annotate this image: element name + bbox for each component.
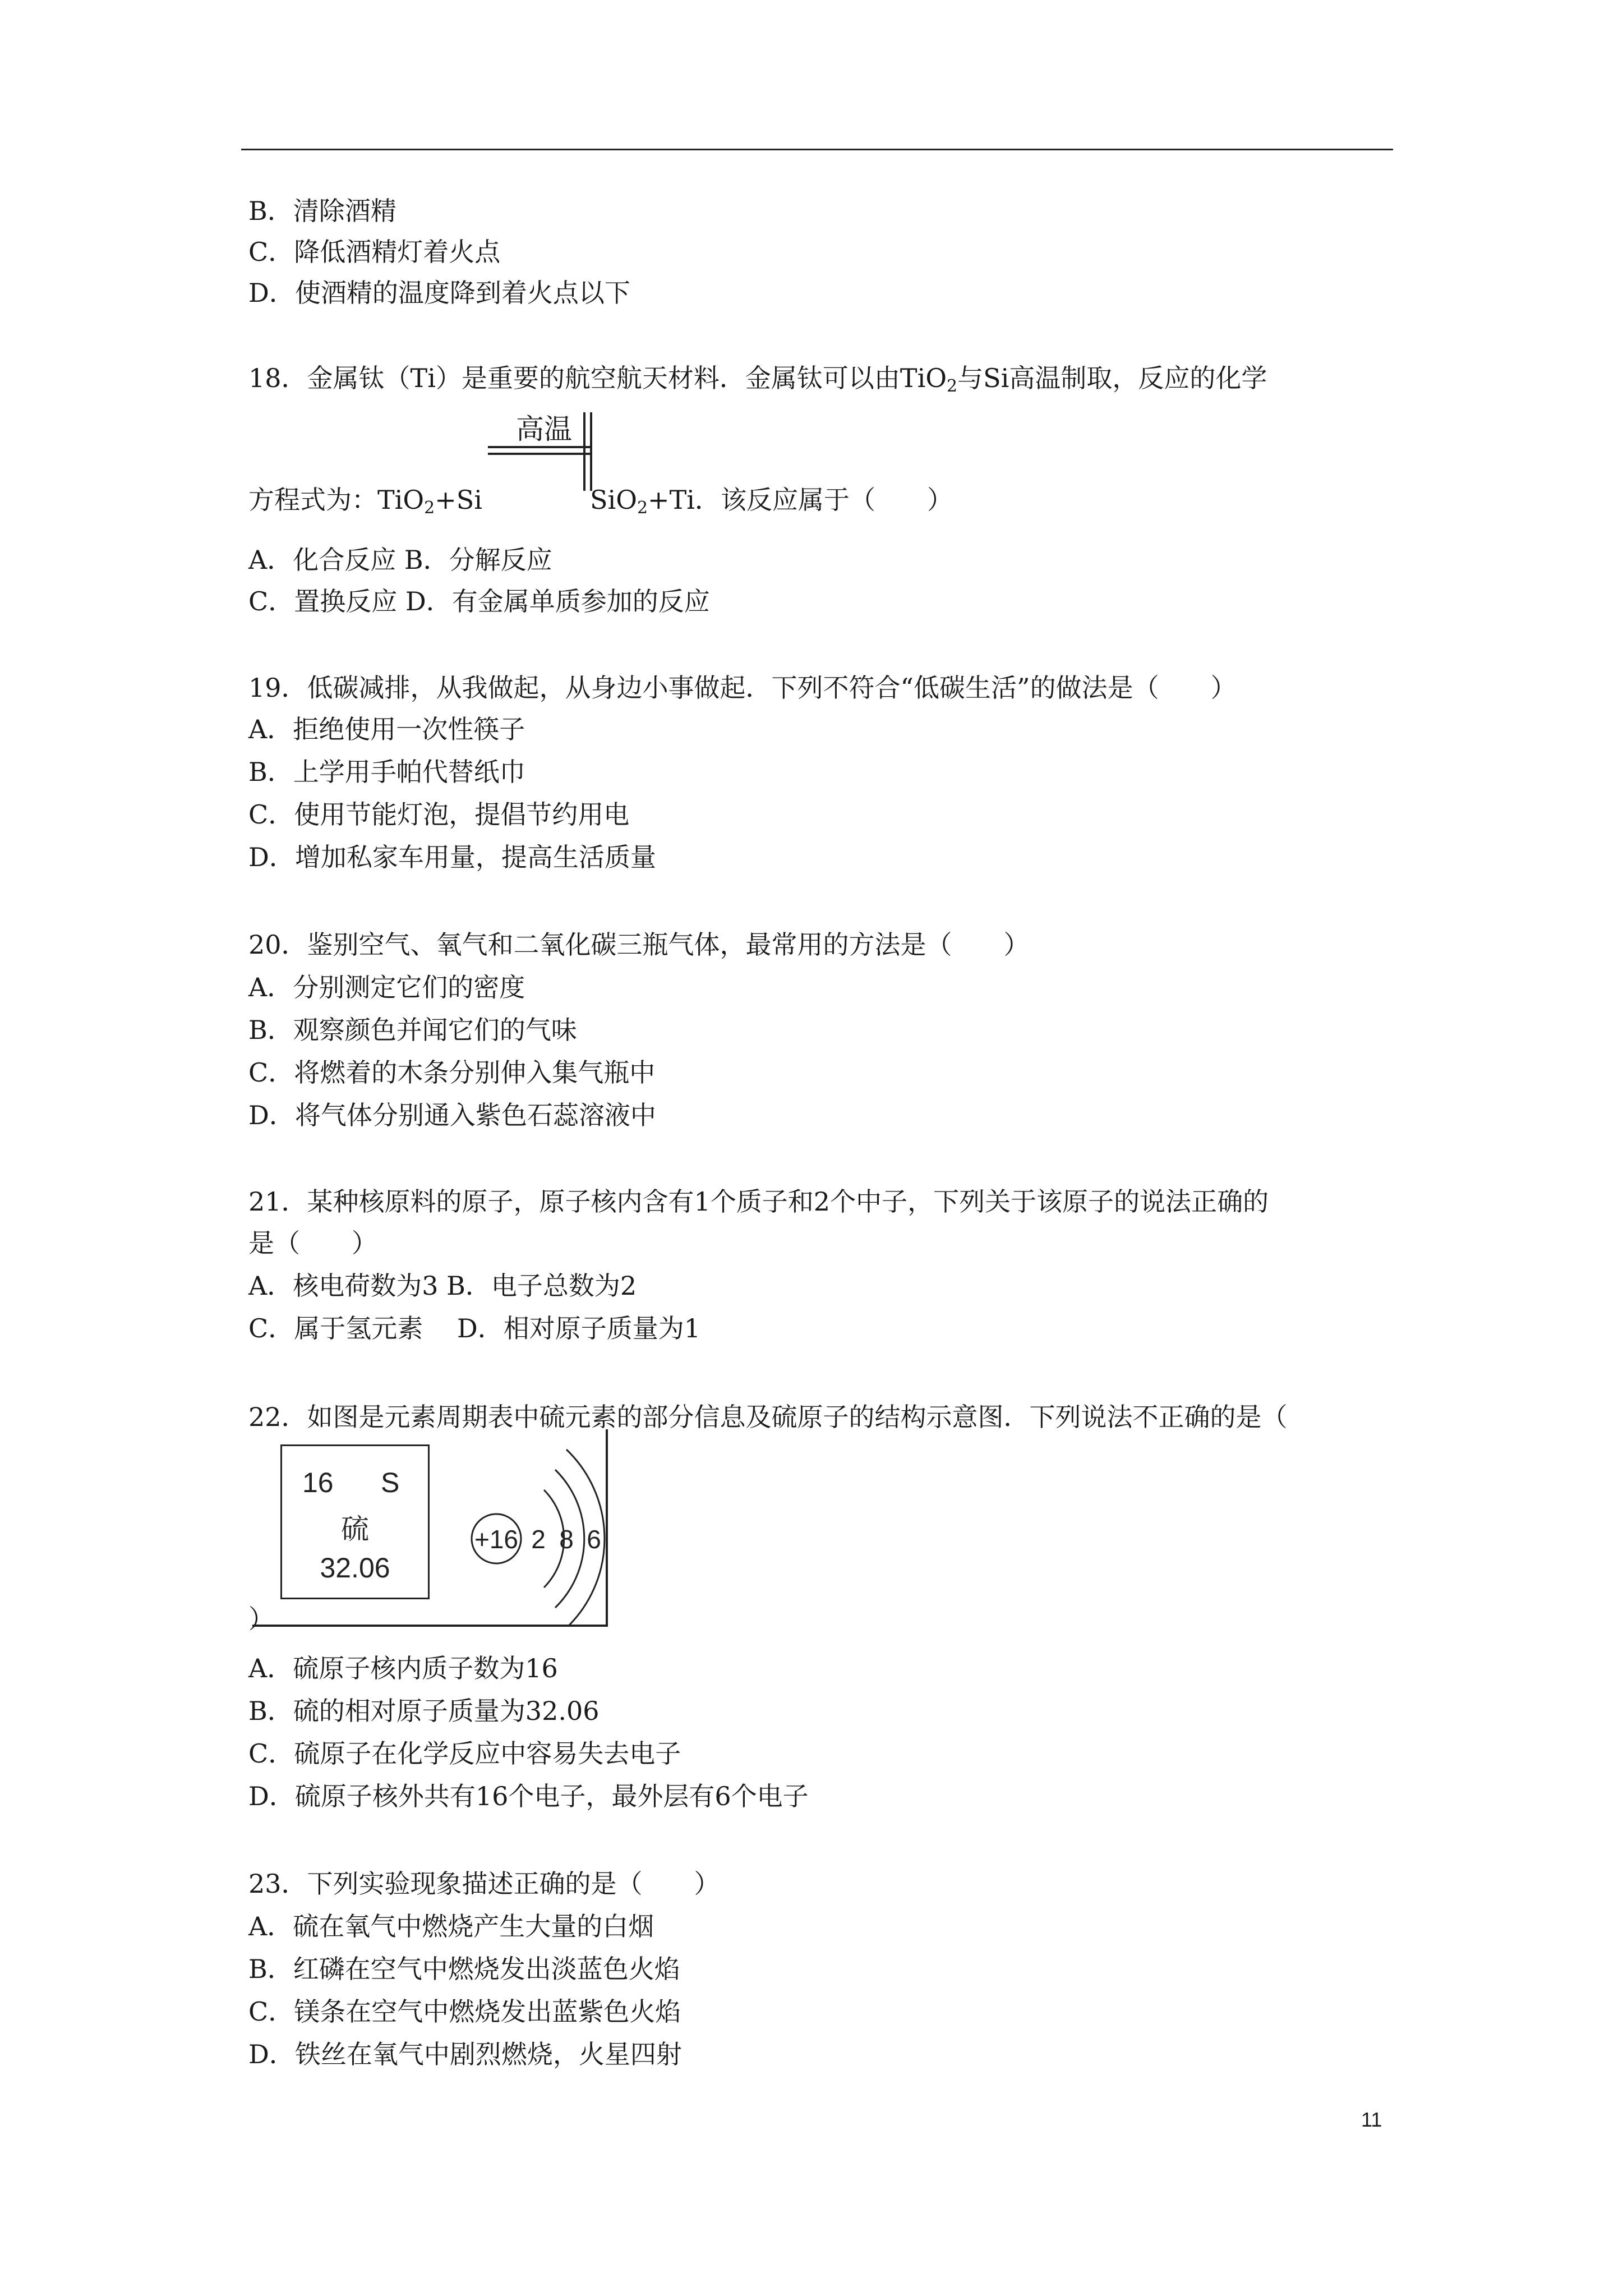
shell-count-1: 2	[531, 1525, 546, 1554]
q23-option-b: B．红磷在空气中燃烧发出淡蓝色火焰	[248, 1954, 680, 1984]
q20-stem: 20．鉴别空气、氧气和二氧化碳三瓶气体，最常用的方法是（ ）	[248, 930, 1030, 960]
q22-option-c: C．硫原子在化学反应中容易失去电子	[248, 1738, 681, 1769]
atomic-number: 16	[302, 1467, 334, 1498]
header-rule	[241, 149, 1393, 150]
q17-option-b: B．清除酒精	[248, 196, 396, 226]
q23-option-d: D．铁丝在氧气中剧烈燃烧，火星四射	[248, 2039, 682, 2069]
q18-options-ab: A．化合反应 B．分解反应	[248, 545, 552, 575]
q20-option-c: C．将燃着的木条分别伸入集气瓶中	[248, 1057, 656, 1088]
q21-stem-line2: 是（ ）	[248, 1228, 377, 1258]
q19-option-d: D．增加私家车用量，提高生活质量	[248, 842, 656, 872]
q19-stem: 19．低碳减排，从我做起，从身边小事做起．下列不符合“低碳生活”的做法是（ ）	[248, 673, 1237, 703]
q23-option-c: C．镁条在空气中燃烧发出蓝紫色火焰	[248, 1996, 681, 2027]
nucleus-charge: +16	[474, 1525, 519, 1554]
q20-option-a: A．分别测定它们的密度	[248, 972, 525, 1002]
q17-option-d: D．使酒精的温度降到着火点以下	[248, 278, 630, 308]
element-symbol: S	[381, 1467, 400, 1498]
element-name: 硫	[341, 1513, 369, 1545]
atomic-mass: 32.06	[320, 1552, 390, 1584]
q19-option-b: B．上学用手帕代替纸巾	[248, 757, 525, 787]
q18-options-cd: C．置换反应 D．有金属单质参加的反应	[248, 586, 710, 616]
q21-options-ab: A．核电荷数为3 B．电子总数为2	[248, 1271, 637, 1301]
q19-option-a: A．拒绝使用一次性筷子	[248, 714, 525, 744]
reaction-condition: 高温	[516, 413, 572, 445]
shell-count-3: 6	[587, 1525, 601, 1554]
page-number: 11	[1361, 2108, 1382, 2131]
reaction-condition-box	[488, 412, 592, 491]
q21-stem-line1: 21．某种核原料的原子，原子核内含有1个质子和2个中子，下列关于该原子的说法正确的	[248, 1186, 1269, 1217]
sulfur-figure	[252, 1429, 611, 1627]
q21-options-cd: C．属于氢元素 D．相对原子质量为1	[248, 1313, 700, 1343]
q22-stem: 22．如图是元素周期表中硫元素的部分信息及硫原子的结构示意图．下列说法不正确的是（	[248, 1402, 1288, 1432]
q22-option-d: D．硫原子核外共有16个电子，最外层有6个电子	[248, 1781, 809, 1811]
q23-stem: 23．下列实验现象描述正确的是（ ）	[248, 1869, 720, 1899]
periodic-table-cell	[280, 1444, 430, 1599]
shell-count-2: 8	[559, 1525, 574, 1554]
q18-stem-line1: 18．金属钛（Ti）是重要的航空航天材料．金属钛可以由TiO$_2$与Si高温制取，反应的化学	[248, 363, 1267, 396]
q18-stem-line2-products: SiO$_2$+Ti．该反应属于（ ）	[590, 485, 953, 518]
q19-option-c: C．使用节能灯泡，提倡节约用电	[248, 799, 630, 830]
q20-option-b: B．观察颜色并闻它们的气味	[248, 1015, 577, 1045]
q22-option-b: B．硫的相对原子质量为32.06	[248, 1696, 600, 1726]
q22-stem-close: ）	[248, 1604, 274, 1634]
q18-stem-line2: 方程式为：TiO$_2$+Si	[248, 485, 482, 518]
q22-option-a: A．硫原子核内质子数为16	[248, 1653, 558, 1683]
q23-option-a: A．硫在氧气中燃烧产生大量的白烟	[248, 1911, 654, 1941]
q20-option-d: D．将气体分别通入紫色石蕊溶液中	[248, 1100, 656, 1130]
q17-option-c: C．降低酒精灯着火点	[248, 237, 501, 267]
